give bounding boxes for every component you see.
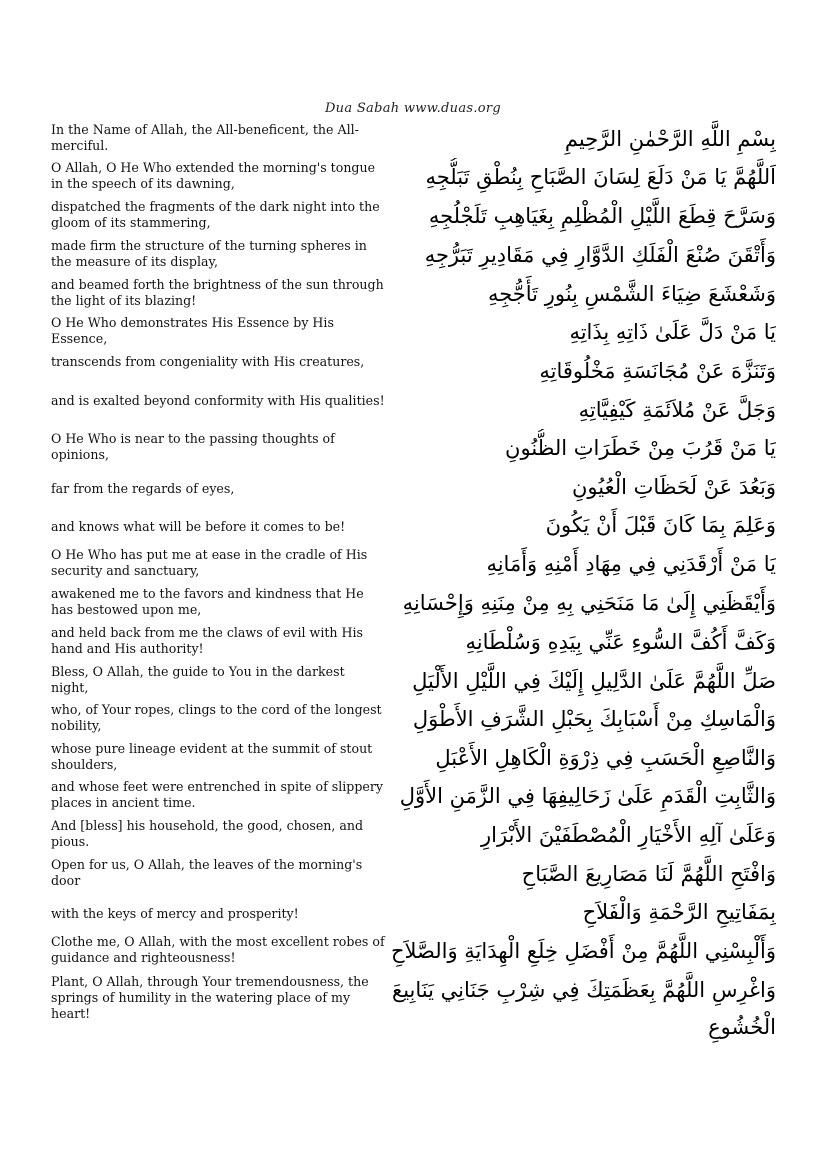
verse-arabic: صَلِّ اللَّهُمَّ عَلَىٰ الدَّلِيلِ إِلَيْكَ فِي اللَّيْلِ الأَلْيَلِ xyxy=(412,669,776,693)
verse-english: dispatched the fragments of the dark night into the gloom of its stammering, xyxy=(51,199,380,230)
verse-english: with the keys of mercy and prosperity! xyxy=(51,906,299,921)
verse-english: awakened me to the favors and kindness that He has bestowed upon me, xyxy=(51,586,364,617)
verse-row xyxy=(0,352,826,391)
verse-english: and knows what will be before it comes to be! xyxy=(51,519,346,534)
verse-row xyxy=(0,972,826,1052)
verse-arabic: يَا مَنْ دَلَّ عَلَىٰ ذَاتِهِ بِذَاتِهِ xyxy=(569,320,776,344)
verse-row xyxy=(0,506,826,545)
verse-row xyxy=(0,468,826,506)
verse-arabic: بِمَفَاتِيحِ الرَّحْمَةِ وَالْفَلاَحِ xyxy=(582,900,776,924)
verse-row xyxy=(0,197,826,236)
verse-english: O He Who is near to the passing thoughts of opinions, xyxy=(51,431,335,462)
verse-english: O Allah, O He Who extended the morning's tongue in the speech of its dawning, xyxy=(51,160,376,191)
verse-arabic: وَالثَّابِتِ الْقَدَمِ عَلَىٰ زَحَالِيفِهَا فِي الزَّمَنِ الأَوَّلِ xyxy=(399,784,776,808)
page-header: Dua Sabah www.duas.org xyxy=(324,101,502,116)
verse-row xyxy=(0,313,826,352)
verse-english: and whose feet were entrenched in spite of slippery places in ancient time. xyxy=(51,779,383,810)
verse-row xyxy=(0,739,826,777)
verse-row xyxy=(0,700,826,739)
verse-row xyxy=(0,816,826,855)
verse-arabic: وَتَنَزَّهَ عَنْ مُجَانَسَةِ مَخْلُوقَاتِهِ xyxy=(539,359,776,383)
verse-row xyxy=(0,429,826,468)
verse-arabic: وَافْتَحِ اللَّهُمَّ لَنَا مَصَارِيعَ الصَّبَاحِ xyxy=(521,862,776,886)
verse-row xyxy=(0,893,826,932)
verse-arabic: وَأَلْبِسْنِي اللَّهُمَّ مِنْ أَفْضَلِ خِلَعِ الْهِدَايَةِ وَالصَّلاَحِ xyxy=(390,939,776,963)
verse-english: whose pure lineage evident at the summit of stout shoulders, xyxy=(51,741,373,772)
verse-arabic: وَبَعُدَ عَنْ لَحَظَاتِ الْعُيُونِ xyxy=(571,475,776,499)
verse-arabic: اَللَّهُمَّ يَا مَنْ دَلَعَ لِسَانَ الصَّبَاحِ بِنُطْقِ تَبَلُّجِهِ xyxy=(425,165,776,189)
verse-row xyxy=(0,584,826,623)
verse-arabic: وَالنَّاصِعِ الْحَسَبِ فِي ذِرْوَةِ الْكَاهِلِ الأَعْبَلِ xyxy=(435,746,776,770)
verse-english: who, of Your ropes, clings to the cord of the longest nobility, xyxy=(51,702,382,733)
verse-english: In the Name of Allah, the All-beneficent, the All-merciful. xyxy=(51,122,359,153)
verse-english: far from the regards of eyes, xyxy=(51,481,235,496)
verse-english: O He Who demonstrates His Essence by His Essence, xyxy=(51,315,334,346)
verse-english: O He Who has put me at ease in the cradle of His security and sanctuary, xyxy=(51,547,368,578)
verse-english: transcends from congeniality with His creatures, xyxy=(51,354,365,369)
verse-english: Plant, O Allah, through Your tremendousness, the springs of humility in the watering place of my heart! xyxy=(51,974,369,1021)
verse-row xyxy=(0,236,826,275)
verse-row xyxy=(0,391,826,429)
verse-english: and held back from me the claws of evil with His hand and His authority! xyxy=(51,625,363,656)
verse-english: and beamed forth the brightness of the sun through the light of its blazing! xyxy=(51,277,384,308)
verse-arabic: وَعَلَىٰ آلِهِ الأَخْيَارِ الْمُصْطَفَيْنَ الأَبْرَارِ xyxy=(481,823,776,847)
verse-arabic: وَسَرَّحَ قِطَعَ اللَّيْلِ الْمُظْلِمِ بِغَيَاهِبِ تَلَجْلُجِهِ xyxy=(428,204,776,228)
verse-arabic: وَشَعْشَعَ ضِيَاءَ الشَّمْسِ بِنُورِ تَأَجُّجِهِ xyxy=(487,282,776,306)
verse-arabic: وَكَفَّ أَكُفَّ السُّوءِ عَنِّي بِيَدِهِ وَسُلْطَانِهِ xyxy=(465,630,776,654)
verse-row xyxy=(0,662,826,700)
verse-arabic: وَاغْرِسِ اللَّهُمَّ بِعَظَمَتِكَ فِي شِرْبِ جَنَانِي يَنَابِيعَ الْخُشُوعِ xyxy=(392,978,776,1039)
verse-english: Clothe me, O Allah, with the most excellent robes of guidance and righteousness! xyxy=(51,934,385,965)
verse-arabic: يَا مَنْ أَرْقَدَنِي فِي مِهَادِ أَمْنِهِ وَأَمَانِهِ xyxy=(486,552,776,576)
verse-english: and is exalted beyond conformity with His qualities! xyxy=(51,393,385,408)
verse-arabic: بِسْمِ اللَّهِ الرَّحْمٰنِ الرَّحِيمِ xyxy=(564,127,776,151)
verse-row xyxy=(0,120,826,158)
verse-row xyxy=(0,275,826,313)
verse-arabic: وَأَتْقَنَ صُنْعَ الْفَلَكِ الدَّوَّارِ فِي مَقَادِيرِ تَبَرُّجِهِ xyxy=(424,243,776,267)
verse-row xyxy=(0,855,826,893)
verse-list xyxy=(0,120,826,1052)
verse-row xyxy=(0,777,826,816)
verse-row xyxy=(0,158,826,197)
verse-row xyxy=(0,545,826,584)
verse-arabic: وَعَلِمَ بِمَا كَانَ قَبْلَ أَنْ يَكُونَ xyxy=(545,513,776,537)
verse-arabic: يَا مَنْ قَرُبَ مِنْ خَطَرَاتِ الظُّنُونِ xyxy=(505,436,776,460)
verse-arabic: وَجَلَّ عَنْ مُلاَئَمَةِ كَيْفِيَّاتِهِ xyxy=(578,398,776,422)
verse-english: And [bless] his household, the good, chosen, and pious. xyxy=(51,818,364,849)
verse-arabic: وَأَيْقَظَنِي إِلَىٰ مَا مَنَحَنِي بِهِ مِنْ مِنَنِهِ وَإِحْسَانِهِ xyxy=(402,591,776,615)
verse-english: Bless, O Allah, the guide to You in the darkest night, xyxy=(51,664,345,695)
verse-row xyxy=(0,623,826,662)
verse-row xyxy=(0,932,826,972)
verse-english: Open for us, O Allah, the leaves of the morning's door xyxy=(51,857,363,888)
verse-english: made firm the structure of the turning spheres in the measure of its display, xyxy=(51,238,367,269)
verse-arabic: وَالْمَاسِكِ مِنْ أَسْبَابِكَ بِحَبْلِ الشَّرَفِ الأَطْوَلِ xyxy=(412,707,776,731)
